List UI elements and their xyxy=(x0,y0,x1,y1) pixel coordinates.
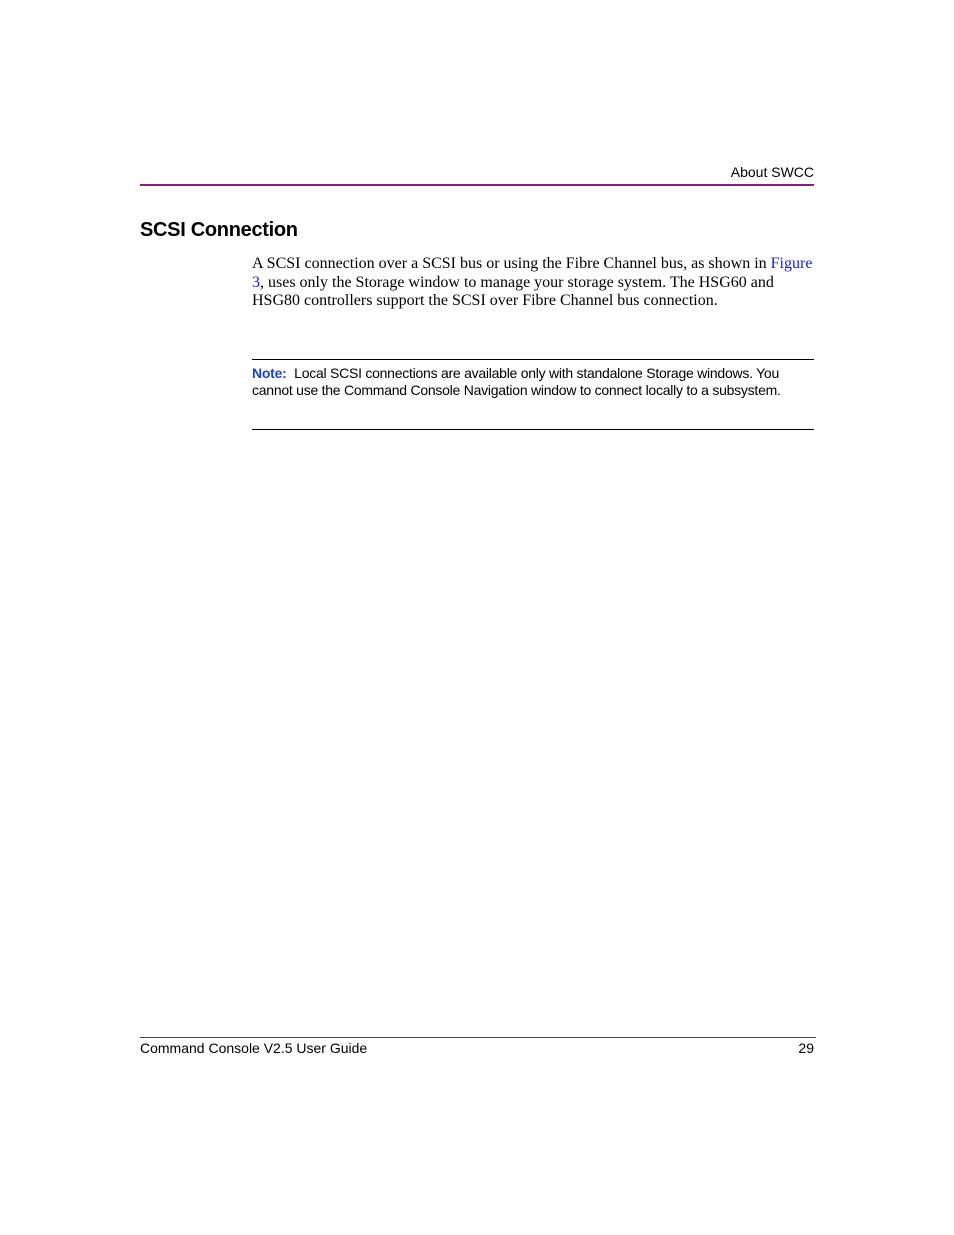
section-heading: SCSI Connection xyxy=(140,219,298,241)
note-bottom-rule xyxy=(252,429,814,430)
paragraph-text-end: , uses only the Storage window to manage your storage system. The HSG60 and HSG80 controllers support the SCSI over Fibre Channel bus connection. xyxy=(252,273,774,310)
page-number: 29 xyxy=(798,1040,814,1056)
footer-rule xyxy=(140,1037,816,1038)
header-rule xyxy=(140,184,814,186)
body-paragraph xyxy=(252,255,814,311)
note-top-rule xyxy=(252,359,814,360)
note-block xyxy=(252,365,814,400)
paragraph-text-start: A SCSI connection over a SCSI bus or using the Fibre Channel bus, as shown in xyxy=(252,255,771,272)
figure-3-link[interactable]: Figure 3 xyxy=(252,255,813,291)
running-header-title: About SWCC xyxy=(730,164,814,180)
note-text: Local SCSI connections are available only with standalone Storage windows. You cannot use the Command Console Navigation window to connect locally to a subsystem. xyxy=(252,365,781,399)
note-label: Note: xyxy=(252,365,287,381)
footer-document-title: Command Console V2.5 User Guide xyxy=(140,1040,368,1056)
